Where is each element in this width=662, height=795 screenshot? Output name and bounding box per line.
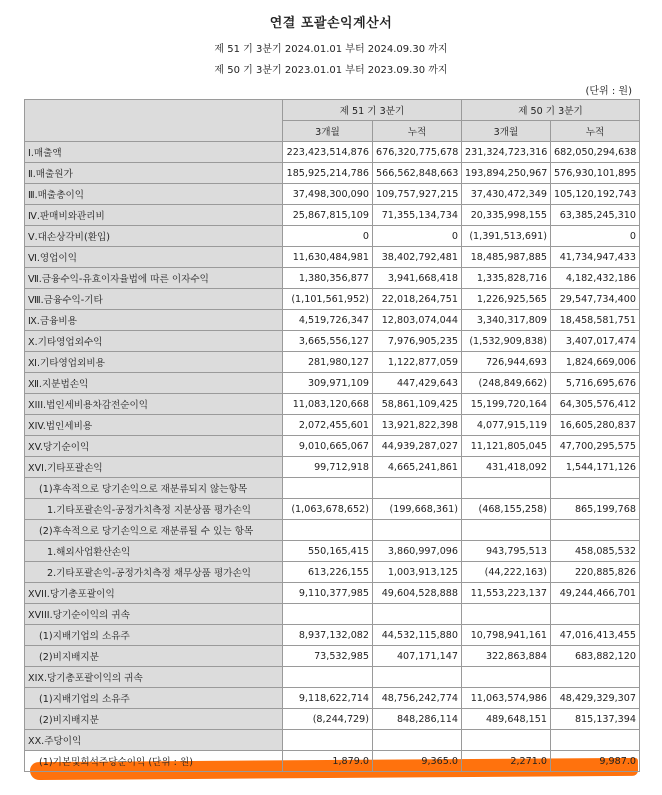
row-label: XVIII.당기순이익의 귀속 xyxy=(25,604,283,625)
row-value: (1,063,678,652) xyxy=(283,499,373,520)
row-value xyxy=(373,730,462,751)
row-value: 4,077,915,119 xyxy=(462,415,551,436)
table-row xyxy=(25,688,640,709)
row-value: 550,165,415 xyxy=(283,541,373,562)
row-value: 4,665,241,861 xyxy=(373,457,462,478)
row-value: 9,365.0 xyxy=(373,751,462,772)
row-value: 41,734,947,433 xyxy=(551,247,640,268)
row-value: 848,286,114 xyxy=(373,709,462,730)
row-value xyxy=(283,478,373,499)
row-value: 49,244,466,701 xyxy=(551,583,640,604)
table-row xyxy=(25,541,640,562)
row-value xyxy=(551,604,640,625)
row-value: 676,320,775,678 xyxy=(373,142,462,163)
row-value: 447,429,643 xyxy=(373,373,462,394)
row-label: (1)후속적으로 당기손익으로 재분류되지 않는항목 xyxy=(25,478,283,499)
table-row xyxy=(25,646,640,667)
row-value: 9,118,622,714 xyxy=(283,688,373,709)
row-value: 458,085,532 xyxy=(551,541,640,562)
table-row xyxy=(25,583,640,604)
row-label: XVI.기타포괄손익 xyxy=(25,457,283,478)
header-prior-period: 제 50 기 3분기 xyxy=(462,100,640,121)
table-row xyxy=(25,142,640,163)
row-label: (2)비지배지분 xyxy=(25,709,283,730)
row-value xyxy=(462,478,551,499)
row-value xyxy=(462,604,551,625)
table-row xyxy=(25,415,640,436)
row-value: 576,930,101,895 xyxy=(551,163,640,184)
row-value: 71,355,134,734 xyxy=(373,205,462,226)
row-value: 1,824,669,006 xyxy=(551,352,640,373)
table-row xyxy=(25,184,640,205)
row-value: 16,605,280,837 xyxy=(551,415,640,436)
row-value xyxy=(373,478,462,499)
income-statement-table xyxy=(24,99,640,772)
row-value: 47,016,413,455 xyxy=(551,625,640,646)
table-row xyxy=(25,310,640,331)
row-label: 2.기타포괄손익-공정가치측정 채무상품 평가손익 xyxy=(25,562,283,583)
table-row xyxy=(25,163,640,184)
table-row xyxy=(25,520,640,541)
row-value: 231,324,723,316 xyxy=(462,142,551,163)
row-value: 18,458,581,751 xyxy=(551,310,640,331)
row-label: XIII.법인세비용차감전순이익 xyxy=(25,394,283,415)
row-value: 1,380,356,877 xyxy=(283,268,373,289)
row-value: 1,226,925,565 xyxy=(462,289,551,310)
row-value: 815,137,394 xyxy=(551,709,640,730)
table-row xyxy=(25,730,640,751)
table-row xyxy=(25,352,640,373)
row-value xyxy=(462,730,551,751)
table-row xyxy=(25,478,640,499)
row-label: Ⅳ.판매비와관리비 xyxy=(25,205,283,226)
row-label: (1)기본및희석주당순이익 (단위 : 원) xyxy=(25,751,283,772)
row-value: 18,485,987,885 xyxy=(462,247,551,268)
row-value: 683,882,120 xyxy=(551,646,640,667)
row-label: Ⅹ.기타영업외수익 xyxy=(25,331,283,352)
row-value: 9,987.0 xyxy=(551,751,640,772)
header-current-period: 제 51 기 3분기 xyxy=(283,100,462,121)
period-current: 제 51 기 3분기 2024.01.01 부터 2024.09.30 까지 xyxy=(214,44,448,55)
row-value: 11,063,574,986 xyxy=(462,688,551,709)
row-value: 3,665,556,127 xyxy=(283,331,373,352)
row-value: (1,391,513,691) xyxy=(462,226,551,247)
row-value: 1,122,877,059 xyxy=(373,352,462,373)
row-value: (468,155,258) xyxy=(462,499,551,520)
row-value xyxy=(373,667,462,688)
row-value: 9,010,665,067 xyxy=(283,436,373,457)
row-value: 0 xyxy=(373,226,462,247)
row-label: Ⅱ.매출원가 xyxy=(25,163,283,184)
row-value: 0 xyxy=(551,226,640,247)
row-value: 431,418,092 xyxy=(462,457,551,478)
row-value xyxy=(551,478,640,499)
row-value xyxy=(283,520,373,541)
row-value: 0 xyxy=(283,226,373,247)
row-value: 943,795,513 xyxy=(462,541,551,562)
row-value: 20,335,998,155 xyxy=(462,205,551,226)
table-row xyxy=(25,625,640,646)
row-value xyxy=(551,730,640,751)
row-value: 38,402,792,481 xyxy=(373,247,462,268)
row-value: 1,544,171,126 xyxy=(551,457,640,478)
row-value: 1,335,828,716 xyxy=(462,268,551,289)
row-label: 1.해외사업환산손익 xyxy=(25,541,283,562)
row-value: 99,712,918 xyxy=(283,457,373,478)
row-value: 10,798,941,161 xyxy=(462,625,551,646)
row-value xyxy=(283,604,373,625)
row-value: 3,941,668,418 xyxy=(373,268,462,289)
row-label: XIX.당기총포괄이익의 귀속 xyxy=(25,667,283,688)
row-value: 58,861,109,425 xyxy=(373,394,462,415)
row-value xyxy=(373,520,462,541)
row-value: (199,668,361) xyxy=(373,499,462,520)
unit-label: (단위 : 원) xyxy=(585,86,632,97)
table-row xyxy=(25,373,640,394)
header-prior-3m: 3개월 xyxy=(462,121,551,142)
row-value: 109,757,927,215 xyxy=(373,184,462,205)
table-row xyxy=(25,268,640,289)
row-value: 11,083,120,668 xyxy=(283,394,373,415)
row-value: 12,803,074,044 xyxy=(373,310,462,331)
row-value: 9,110,377,985 xyxy=(283,583,373,604)
row-value: 13,921,822,398 xyxy=(373,415,462,436)
row-value: 15,199,720,164 xyxy=(462,394,551,415)
row-value: 726,944,693 xyxy=(462,352,551,373)
header-blank xyxy=(25,100,283,142)
row-value: 407,171,147 xyxy=(373,646,462,667)
table-row xyxy=(25,604,640,625)
row-label: (2)비지배지분 xyxy=(25,646,283,667)
row-value xyxy=(283,730,373,751)
row-value: 11,121,805,045 xyxy=(462,436,551,457)
row-label: (1)지배기업의 소유주 xyxy=(25,625,283,646)
row-value: 865,199,768 xyxy=(551,499,640,520)
row-value: (1,532,909,838) xyxy=(462,331,551,352)
row-value: 22,018,264,751 xyxy=(373,289,462,310)
row-label: 1.기타포괄손익-공정가치측정 지분상품 평가손익 xyxy=(25,499,283,520)
table-row xyxy=(25,226,640,247)
row-value: 105,120,192,743 xyxy=(551,184,640,205)
row-label: Ⅴ.대손상각비(환입) xyxy=(25,226,283,247)
row-label: Ⅵ.영업이익 xyxy=(25,247,283,268)
table-row xyxy=(25,394,640,415)
row-label: XV.당기순이익 xyxy=(25,436,283,457)
row-value: 37,430,472,349 xyxy=(462,184,551,205)
row-label: (2)후속적으로 당기손익으로 재분류될 수 있는 항목 xyxy=(25,520,283,541)
row-label: Ⅺ.기타영업외비용 xyxy=(25,352,283,373)
table-row xyxy=(25,499,640,520)
row-value: 5,716,695,676 xyxy=(551,373,640,394)
table-row xyxy=(25,751,640,772)
table-row xyxy=(25,331,640,352)
row-value xyxy=(462,520,551,541)
row-value: 48,429,329,307 xyxy=(551,688,640,709)
row-value: 223,423,514,876 xyxy=(283,142,373,163)
row-value xyxy=(462,667,551,688)
table-row xyxy=(25,205,640,226)
row-value: 489,648,151 xyxy=(462,709,551,730)
row-value: 2,271.0 xyxy=(462,751,551,772)
table-row xyxy=(25,436,640,457)
row-value xyxy=(551,667,640,688)
row-label: XIV.법인세비용 xyxy=(25,415,283,436)
row-label: Ⅻ.지분법손익 xyxy=(25,373,283,394)
row-value: 4,519,726,347 xyxy=(283,310,373,331)
row-value: 47,700,295,575 xyxy=(551,436,640,457)
row-value: 281,980,127 xyxy=(283,352,373,373)
row-value: 73,532,985 xyxy=(283,646,373,667)
header-current-cum: 누적 xyxy=(373,121,462,142)
row-value: 29,547,734,400 xyxy=(551,289,640,310)
row-label: Ⅶ.금융수익-유효이자율법에 따른 이자수익 xyxy=(25,268,283,289)
row-label: XVII.당기총포괄이익 xyxy=(25,583,283,604)
row-value: 11,630,484,981 xyxy=(283,247,373,268)
row-value: 3,860,997,096 xyxy=(373,541,462,562)
row-label: Ⅲ.매출총이익 xyxy=(25,184,283,205)
statement-title: 연결 포괄손익계산서 xyxy=(269,16,393,31)
row-value: (248,849,662) xyxy=(462,373,551,394)
row-value: 37,498,300,090 xyxy=(283,184,373,205)
row-value: 3,340,317,809 xyxy=(462,310,551,331)
table-row xyxy=(25,247,640,268)
row-value: 11,553,223,137 xyxy=(462,583,551,604)
row-value: 63,385,245,310 xyxy=(551,205,640,226)
row-value: 193,894,250,967 xyxy=(462,163,551,184)
row-label: Ⅸ.금융비용 xyxy=(25,310,283,331)
row-value: 566,562,848,663 xyxy=(373,163,462,184)
row-value: 309,971,109 xyxy=(283,373,373,394)
table-row xyxy=(25,562,640,583)
row-value: 4,182,432,186 xyxy=(551,268,640,289)
row-value: 3,407,017,474 xyxy=(551,331,640,352)
row-value: (44,222,163) xyxy=(462,562,551,583)
row-value: 49,604,528,888 xyxy=(373,583,462,604)
row-value: 2,072,455,601 xyxy=(283,415,373,436)
table-row xyxy=(25,289,640,310)
row-value xyxy=(373,604,462,625)
row-value xyxy=(551,520,640,541)
row-value: 1,003,913,125 xyxy=(373,562,462,583)
row-value: (8,244,729) xyxy=(283,709,373,730)
row-label: Ⅰ.매출액 xyxy=(25,142,283,163)
row-value: 64,305,576,412 xyxy=(551,394,640,415)
table-row xyxy=(25,709,640,730)
row-label: Ⅷ.금융수익-기타 xyxy=(25,289,283,310)
row-label: (1)지배기업의 소유주 xyxy=(25,688,283,709)
period-prior: 제 50 기 3분기 2023.01.01 부터 2023.09.30 까지 xyxy=(214,65,448,76)
row-value: 185,925,214,786 xyxy=(283,163,373,184)
header-current-3m: 3개월 xyxy=(283,121,373,142)
row-label: XX.주당이익 xyxy=(25,730,283,751)
header-prior-cum: 누적 xyxy=(551,121,640,142)
row-value: 44,532,115,880 xyxy=(373,625,462,646)
row-value: 44,939,287,027 xyxy=(373,436,462,457)
row-value xyxy=(283,667,373,688)
row-value: (1,101,561,952) xyxy=(283,289,373,310)
row-value: 1,879.0 xyxy=(283,751,373,772)
row-value: 25,867,815,109 xyxy=(283,205,373,226)
table-row xyxy=(25,667,640,688)
row-value: 48,756,242,774 xyxy=(373,688,462,709)
row-value: 613,226,155 xyxy=(283,562,373,583)
row-value: 322,863,884 xyxy=(462,646,551,667)
table-row xyxy=(25,457,640,478)
row-value: 682,050,294,638 xyxy=(551,142,640,163)
row-value: 8,937,132,082 xyxy=(283,625,373,646)
row-value: 220,885,826 xyxy=(551,562,640,583)
row-value: 7,976,905,235 xyxy=(373,331,462,352)
